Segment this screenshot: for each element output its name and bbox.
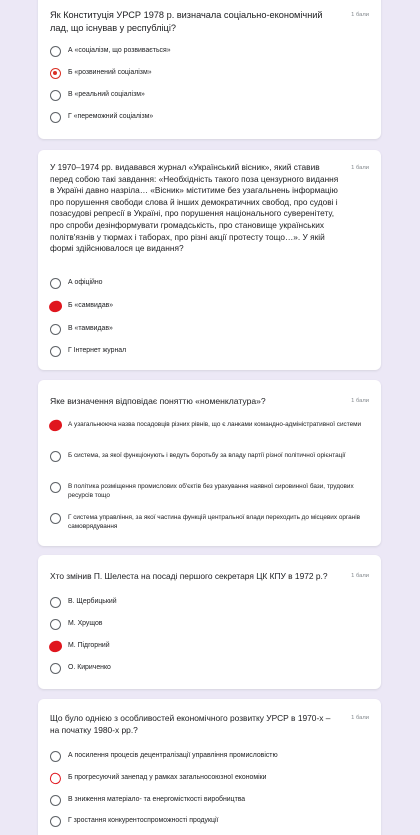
option-label: Г «переможний соціалізм» xyxy=(68,113,154,120)
radio-button[interactable] xyxy=(50,795,61,806)
option-label: О. Кириченко xyxy=(68,664,111,671)
option-a[interactable] xyxy=(50,751,369,762)
question-title: Яке визначення відповідає поняттю «номенклатура»? xyxy=(50,396,266,406)
points-label: 1 бали xyxy=(351,165,369,171)
option-label: М. Хрущов xyxy=(68,620,103,627)
option-label: А «соціалізм, що розвивається» xyxy=(68,47,171,54)
option-label: А посилення процесів децентралізації управління промисловістю xyxy=(68,752,278,759)
radio-button-selected[interactable] xyxy=(48,300,63,313)
option-c[interactable] xyxy=(50,641,369,652)
option-label: А офіційно xyxy=(68,279,103,286)
radio-button[interactable] xyxy=(50,663,61,674)
question-card-1 xyxy=(38,0,381,139)
radio-button[interactable] xyxy=(50,482,61,493)
radio-button[interactable] xyxy=(50,619,61,630)
option-label: А узагальнююча назва посадовців різних рівнів, що є ланками командно-адміністративної системи xyxy=(68,421,362,428)
points-label: 1 бали xyxy=(351,573,369,579)
option-d[interactable] xyxy=(50,513,369,531)
option-d[interactable] xyxy=(50,816,369,827)
option-a[interactable] xyxy=(50,597,369,608)
radio-button[interactable] xyxy=(50,112,61,123)
radio-button[interactable] xyxy=(50,751,61,762)
option-d[interactable] xyxy=(50,663,369,674)
option-label: Б прогресуючий занепад у рамках загальносоюзної економіки xyxy=(68,774,267,781)
option-label: В. Щербицький xyxy=(68,598,117,605)
points-label: 1 бали xyxy=(351,12,369,18)
option-label: Г зростання конкурентоспроможності продукції xyxy=(68,817,219,824)
radio-button-selected[interactable] xyxy=(50,68,61,79)
option-b[interactable] xyxy=(50,619,369,630)
option-d[interactable] xyxy=(50,346,369,357)
option-label: В «реальний соціалізм» xyxy=(68,91,145,98)
option-b[interactable] xyxy=(50,451,369,462)
option-label: Б «розвинений соціалізм» xyxy=(68,69,152,76)
question-card-3 xyxy=(38,380,381,546)
option-a[interactable] xyxy=(50,46,369,57)
option-c[interactable] xyxy=(50,482,369,500)
points-label: 1 бали xyxy=(351,398,369,404)
question-title: Що було однією з особливостей економічного розвитку УРСР в 1970-х – на початку 1980-х рр.? xyxy=(50,713,331,736)
option-label: Г Інтернет журнал xyxy=(68,347,127,354)
radio-button[interactable] xyxy=(50,816,61,827)
radio-button[interactable] xyxy=(50,513,61,524)
radio-button[interactable] xyxy=(50,278,61,289)
option-label: В політика розміщення промислових об'єктів без урахування наявної сировинної бази, трудових ресурсів тощо xyxy=(68,483,354,499)
question-title: Як Конституція УРСР 1978 р. визначала соціально-економічний лад, що існував у республіці? xyxy=(50,10,323,34)
radio-button[interactable] xyxy=(50,451,61,462)
option-a[interactable] xyxy=(50,278,369,289)
option-label: Г система управління, за якої частина функцій центральної влади переходить до місцевих органів самоврядування xyxy=(68,514,361,530)
option-c[interactable] xyxy=(50,90,369,101)
question-card-4 xyxy=(38,555,381,689)
radio-button[interactable] xyxy=(50,90,61,101)
option-label: М. Підгорний xyxy=(68,642,110,649)
option-b[interactable] xyxy=(50,68,369,79)
option-label: Б система, за якої функціонують і ведуть боротьбу за владу партії різної політичної орієнтації xyxy=(68,452,346,459)
radio-button-selected[interactable] xyxy=(48,419,63,432)
points-label: 1 бали xyxy=(351,715,369,721)
question-card-2 xyxy=(38,150,381,370)
option-c[interactable] xyxy=(50,795,369,806)
option-label: В зниження матеріало- та енергомісткості виробництва xyxy=(68,796,246,803)
option-a[interactable] xyxy=(50,420,369,431)
option-b[interactable] xyxy=(50,301,369,312)
option-label: Б «самвидав» xyxy=(68,302,114,309)
radio-button[interactable] xyxy=(50,346,61,357)
radio-button[interactable] xyxy=(50,324,61,335)
option-d[interactable] xyxy=(50,112,369,123)
radio-button-selected[interactable] xyxy=(48,640,63,653)
question-title: Хто змінив П. Шелеста на посаді першого секретаря ЦК КПУ в 1972 р.? xyxy=(50,571,328,581)
option-b[interactable] xyxy=(50,773,369,784)
question-title: У 1970–1974 рр. видавався журнал «Український вісник», який ставив перед собою такі завдання: «Необхідність такого поза цензурного видання в Україні давно назріла… «Вісник» міститиме без узагальнень інформацію про порушення свободи слова й інших демократичних свобод, про судові і позасудові репресії в Україні, про порушення національного суверенітету, про спроби дезінформувати громадськість, про становище українських політв'язнів у тюрмах і таборах, про різні акції протесту тощо…». У якій формі здійснювалося це видання? xyxy=(50,162,339,254)
question-card-5 xyxy=(38,699,381,835)
option-label: В «тамвидав» xyxy=(68,325,113,332)
option-c[interactable] xyxy=(50,324,369,335)
radio-button-selected[interactable] xyxy=(48,771,62,785)
radio-button[interactable] xyxy=(50,46,61,57)
radio-button[interactable] xyxy=(50,597,61,608)
